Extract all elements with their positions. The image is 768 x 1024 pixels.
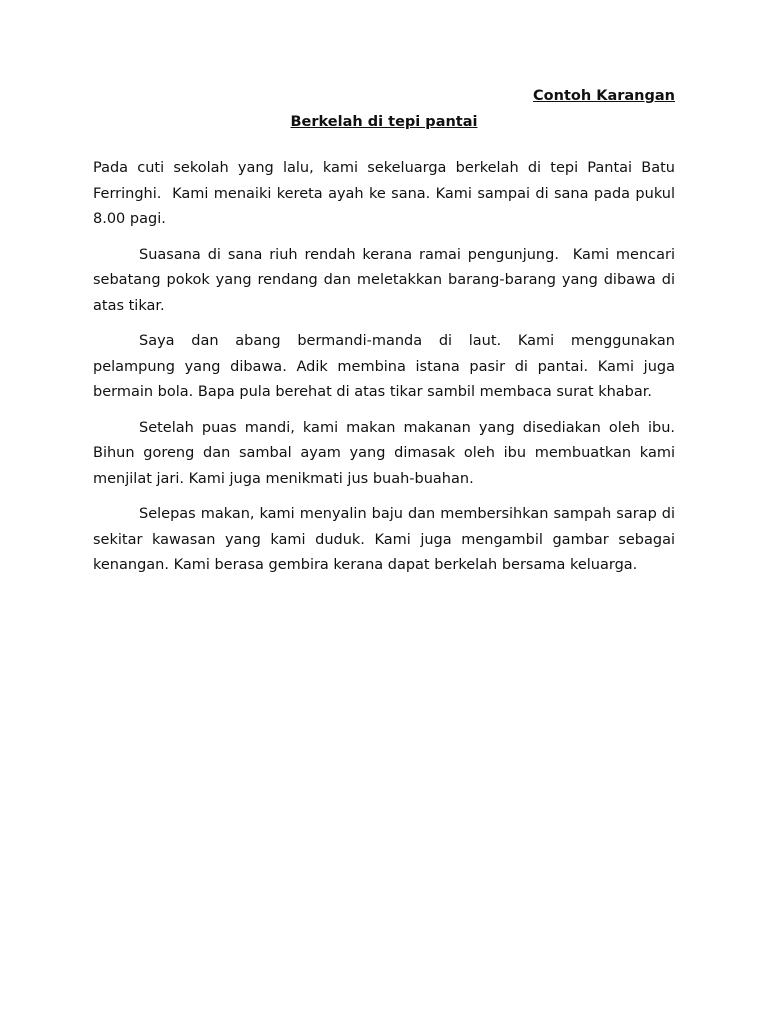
paragraph-1: Pada cuti sekolah yang lalu, kami sekeluarga berkelah di tepi Pantai Batu Ferringhi. Kami menaiki kereta ayah ke sana. Kami sampai di sana pada pukul 8.00 pagi.: [93, 160, 680, 227]
paragraph-2: Suasana di sana riuh rendah kerana ramai pengunjung. Kami mencari sebatang pokok yang rendang dan meletakkan barang-barang yang dibawa di atas tikar.: [93, 246, 680, 314]
paragraph-5: Selepas makan, kami menyalin baju dan membersihkan sampah sarap di sekitar kawasan yang kami duduk. Kami juga mengambil gambar sebagai kenangan. Kami berasa gembira kerana dapat berkelah bersama keluarga.: [93, 506, 680, 573]
document-label: Contoh Karangan: [533, 88, 675, 104]
paragraph-3: Saya dan abang bermandi-manda di laut. Kami menggunakan pelampung yang dibawa. Adik membina istana pasir di pantai. Kami juga bermain bola. Bapa pula berehat di atas tikar sambil membaca surat khabar.: [93, 333, 680, 400]
document-body: [93, 156, 680, 579]
paragraph-4: Setelah puas mandi, kami makan makanan yang disediakan oleh ibu. Bihun goreng dan sambal ayam yang dimasak oleh ibu membuatkan kami menjilat jari. Kami juga menikmati jus buah-buahan.: [93, 419, 680, 487]
document-page: [93, 86, 680, 589]
document-title: Berkelah di tepi pantai: [290, 114, 478, 130]
